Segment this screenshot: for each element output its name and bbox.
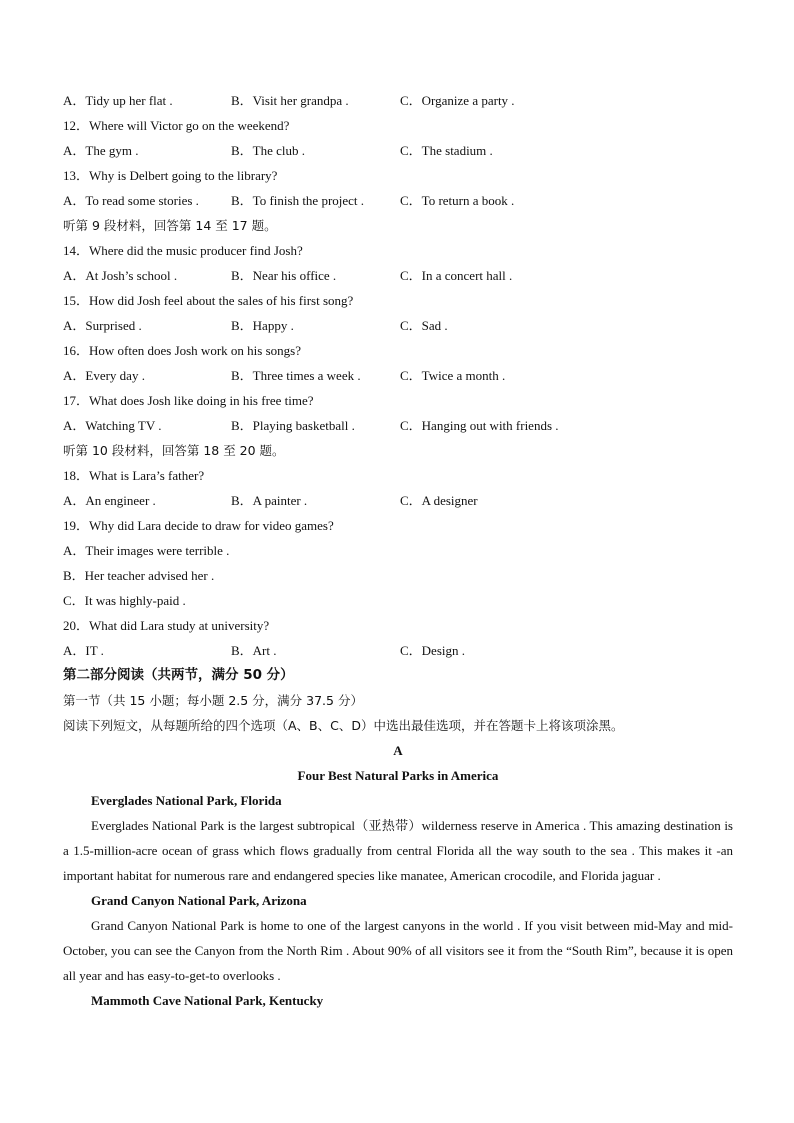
q18-option-b: B．A painter . (231, 493, 308, 508)
q12-option-c: C．The stadium . (400, 143, 493, 158)
q20-question: 20．What did Lara study at university? (63, 618, 270, 633)
reading-part-title: 第二部分阅读（共两节，满分 50 分） (63, 667, 294, 683)
q14-option-c: C．In a concert hall . (400, 268, 513, 283)
q20-option-c: C．Design . (400, 643, 466, 658)
q12-option-b: B．The club . (231, 143, 306, 158)
q13-question: 13．Why is Delbert going to the library? (63, 168, 278, 183)
park1-paragraph: Everglades National Park is the largest subtropical（亚热带）wilderness reserve in America . This amazing destination is a 1.5-million-acre ocean of grass which flows gradually from central Florida all the way south to the sea . This makes it -an important habitat for numerous rare and endangered species like manatee, American crocodile, and Florida jaguar . (63, 818, 733, 883)
q16-question: 16．How often does Josh work on his songs? (63, 343, 301, 358)
section-9-instruction: 听第 9 段材料，回答第 14 至 17 题。 (63, 218, 277, 233)
park2-heading: Grand Canyon National Park, Arizona (91, 893, 307, 908)
q15-option-a: A．Surprised . (63, 318, 142, 333)
q13-option-b: B．To finish the project . (231, 193, 365, 208)
q17-option-b: B．Playing basketball . (231, 418, 355, 433)
q12-option-a: A．The gym . (63, 143, 139, 158)
q11-option-b: B．Visit her grandpa . (231, 93, 349, 108)
q12-question: 12．Where will Victor go on the weekend? (63, 118, 290, 133)
reading-instruction: 阅读下列短文，从每题所给的四个选项（A、B、C、D）中选出最佳选项，并在答题卡上将该项涂黑。 (63, 718, 624, 733)
exam-page (63, 88, 733, 1013)
q16-option-a: A．Every day . (63, 368, 145, 383)
park2-paragraph: Grand Canyon National Park is home to one of the largest canyons in the world . If you visit between mid-May and mid-October, you can see the Canyon from the North Rim . About 90% of all visitors see it from the “South Rim”, because it is open all year and has easy-to-get-to overlooks . (63, 918, 733, 983)
reading-section-title: 第一节（共 15 小题；每小题 2.5 分，满分 37.5 分） (63, 693, 363, 708)
q18-question: 18．What is Lara’s father? (63, 468, 205, 483)
q11-option-a: A．Tidy up her flat . (63, 93, 173, 108)
q18-option-c: C．A designer (400, 493, 478, 508)
q16-option-c: C．Twice a month . (400, 368, 506, 383)
q19-option-a: A．Their images were terrible . (63, 543, 230, 558)
q15-question: 15．How did Josh feel about the sales of his first song? (63, 293, 354, 308)
q12-options (63, 138, 733, 163)
q19-option-b: B．Her teacher advised her . (63, 568, 215, 583)
q14-options (63, 263, 733, 288)
q14-option-b: B．Near his office . (231, 268, 337, 283)
q11-option-c: C．Organize a party . (400, 93, 515, 108)
q18-option-a: A．An engineer . (63, 493, 156, 508)
q20-option-b: B．Art . (231, 643, 277, 658)
q19-question: 19．Why did Lara decide to draw for video games? (63, 518, 334, 533)
q13-options (63, 188, 733, 213)
q15-options (63, 313, 733, 338)
q16-option-b: B．Three times a week . (231, 368, 361, 383)
q20-option-a: A．IT . (63, 643, 104, 658)
q11-options (63, 88, 733, 113)
q13-option-a: A．To read some stories . (63, 193, 199, 208)
q17-options (63, 413, 733, 438)
q20-options (63, 638, 733, 663)
q19-option-c: C．It was highly-paid . (63, 593, 186, 608)
passage-title: Four Best Natural Parks in America (297, 768, 499, 783)
q17-option-a: A．Watching TV . (63, 418, 162, 433)
q17-question: 17．What does Josh like doing in his free time? (63, 393, 314, 408)
q16-options (63, 363, 733, 388)
q15-option-b: B．Happy . (231, 318, 294, 333)
section-10-instruction: 听第 10 段材料，回答第 18 至 20 题。 (63, 443, 285, 458)
q14-question: 14．Where did the music producer find Josh? (63, 243, 303, 258)
park3-heading: Mammoth Cave National Park, Kentucky (91, 993, 324, 1008)
park1-heading: Everglades National Park, Florida (91, 793, 282, 808)
q13-option-c: C．To return a book . (400, 193, 515, 208)
q14-option-a: A．At Josh’s school . (63, 268, 178, 283)
q15-option-c: C．Sad . (400, 318, 448, 333)
q17-option-c: C．Hanging out with friends . (400, 418, 559, 433)
passage-letter: A (393, 743, 403, 758)
q18-options (63, 488, 733, 513)
